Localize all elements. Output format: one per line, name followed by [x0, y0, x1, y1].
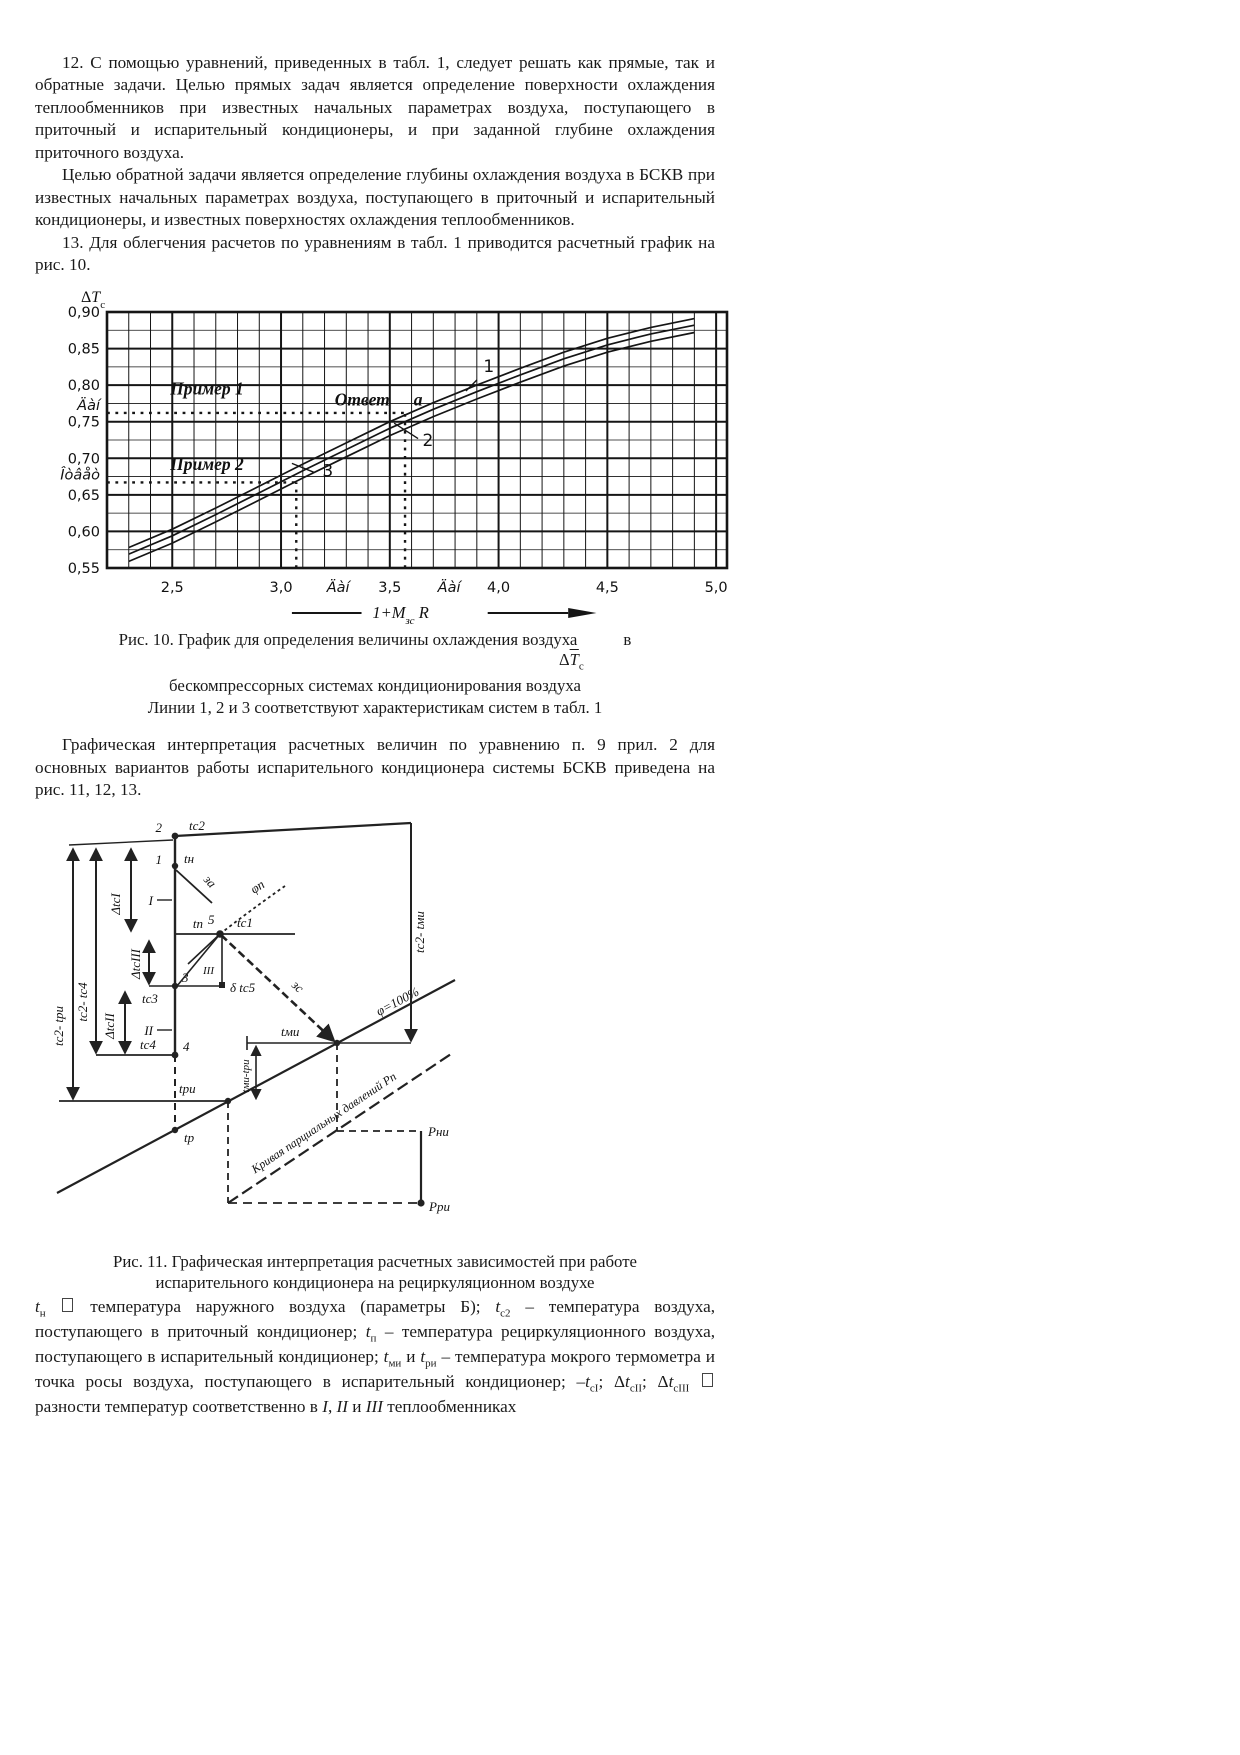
label-pni: Рни — [428, 1123, 449, 1139]
top-line — [175, 823, 411, 836]
svg-text:4,5: 4,5 — [595, 580, 619, 597]
svg-text:Пример 2: Пример 2 — [170, 454, 244, 475]
svg-text:0,90: 0,90 — [67, 305, 100, 322]
label-tmi: tми — [281, 1023, 300, 1039]
ray-short — [188, 934, 220, 964]
label-tc4: tс4 — [140, 1036, 156, 1052]
label-point2: 2 — [155, 819, 162, 835]
label-roman2: II — [144, 1022, 153, 1038]
partial-pressure-curve — [228, 1054, 451, 1203]
svg-text:Äàí: Äàí — [437, 580, 461, 597]
svg-text:0,65: 0,65 — [67, 488, 100, 505]
label-dtc3: ΔtсIII — [128, 948, 143, 979]
svg-text:Îòâåò: Îòâåò — [60, 467, 100, 484]
point-5-dot — [216, 930, 224, 938]
point-2-dot — [172, 832, 179, 839]
point-3-dot — [172, 982, 178, 988]
paragraph-graph-interp: Графическая интерпретация расчетных величин по уравнению п. 9 прил. 2 для основных вариантов работы испарительного кондиционера системы БСКВ приведена на рис. 11, 12, 13. — [35, 735, 715, 800]
fig11-caption-line1: Рис. 11. Графическая интерпретация расчетных зависимостей при работе — [112, 1251, 637, 1271]
text-column — [35, 52, 728, 1419]
fig11-caption-line2: испарительного кондиционера на рециркуляционном воздухе — [155, 1273, 595, 1293]
svg-text:3,0: 3,0 — [269, 580, 293, 597]
svg-text:0,75: 0,75 — [67, 415, 100, 432]
curve-labels — [292, 357, 494, 482]
svg-text:1+Mзс R: $1+M_{зс}$ R — [372, 603, 429, 628]
label-point1: 1 — [155, 851, 162, 867]
figure-10-caption — [35, 629, 715, 718]
paragraph-13: 13. Для облегчения расчетов по уравнениям в табл. 1 приводится расчетный график на рис. 10. — [35, 232, 715, 274]
label-tc1: tс1 — [237, 914, 253, 930]
label-za: за — [200, 871, 220, 891]
fig10-caption-v: в — [623, 630, 632, 650]
label-dtc5: δ tс5 — [230, 979, 256, 995]
fig11-caption-legend: $t_н$ температура наружного воздуха (параметры Б); $t_{с2}$ – температура воздуха, поступающего в приточный кондиционер; $t_п$ – температура рециркуляционного воздуха, поступающего в испарительный кондиционер; $t_{ми}$ и $t_{ри}$ – температура мокрого термометра и точка росы воздуха, поступающего в испарительный кондиционер; $-t_{сI}$; $\Delta t_{сII}$; $\Delta t_{сIII}$ разности температур соответственно в I, II и III теплообменниках — [35, 1296, 715, 1416]
svg-text:2,5: 2,5 — [160, 580, 184, 597]
missing-glyph-box — [62, 1298, 73, 1312]
label-phi100: φ=100% — [373, 983, 422, 1019]
label-zs: зс — [288, 976, 307, 996]
point-1-dot — [172, 862, 178, 868]
label-point5: 5 — [208, 911, 215, 927]
svg-text:0,55: 0,55 — [67, 561, 100, 578]
label-roman3: III — [203, 964, 214, 977]
cooling-chart — [57, 286, 739, 628]
paragraph-12: 12. С помощью уравнений, приведенных в табл. 1, следует решать как прямые, так и обратные задачи. Целью прямых задач является определение поверхности охлаждения теплообменников при известных начальных параметрах воздуха, поступающего в приточный и испарительный кондиционеры, и при заданной глубине охлаждения приточного воздуха. — [35, 53, 715, 162]
label-tr: tр — [184, 1129, 195, 1145]
label-dtc2: ΔtсII — [102, 1012, 117, 1039]
tmi-dot — [334, 1039, 340, 1045]
dtc5-square — [219, 982, 225, 988]
label-tn: tн — [184, 850, 195, 866]
svg-text:2: 2 — [422, 431, 434, 452]
svg-text:3,5: 3,5 — [378, 580, 402, 597]
svg-text:а: а — [413, 389, 423, 410]
fig10-caption-line3: Линии 1, 2 и 3 соответствуют характеристикам систем в табл. 1 — [147, 697, 603, 717]
paragraph-reverse-task: Целью обратной задачи является определение глубины охлаждения воздуха в БСКВ при известных начальных параметрах воздуха, поступающего в приточный и испарительный кондиционеры, и известных поверхностях охлаждения теплообменников. — [35, 165, 715, 230]
fig10-caption-line1: Рис. 10. График для определения величины охлаждения воздуха — [118, 630, 578, 650]
label-dim-tc2-tmi: tс2- tми — [412, 910, 427, 953]
fig10-caption-line2: бескомпрессорных системах кондиционирования воздуха — [169, 676, 581, 696]
x-axis-title — [292, 603, 597, 627]
tri-dot — [225, 1097, 231, 1103]
figure-10-chart — [57, 286, 728, 628]
svg-text:4,0: 4,0 — [487, 580, 511, 597]
label-point4: 4 — [183, 1038, 190, 1054]
svg-text:5,0: 5,0 — [704, 580, 728, 597]
svg-text:Äàí: Äàí — [326, 580, 350, 597]
label-roman1: I — [148, 892, 153, 908]
label-tc3: tс3 — [142, 990, 158, 1006]
svg-text:Ответ: Ответ — [334, 389, 390, 410]
y-axis-title: $\Delta T_с$ — [81, 289, 106, 312]
svg-text:0,70: 0,70 — [67, 451, 100, 468]
missing-glyph-box — [702, 1373, 713, 1387]
label-tri: tри — [179, 1080, 196, 1096]
svg-text:3: 3 — [322, 461, 334, 482]
pri-dot — [417, 1199, 424, 1206]
label-dim-tc2-tc4: tс2- tс4 — [75, 981, 90, 1022]
svg-text:0,80: 0,80 — [67, 378, 100, 395]
label-pri: Рри — [429, 1198, 450, 1214]
delta-t-formula: $\Delta\overline{T}_с$ — [559, 649, 584, 673]
psychrometric-sketch — [43, 814, 479, 1228]
label-dim-tc2-tri: tс2- tри — [51, 1005, 66, 1046]
label-tc2: tс2 — [189, 817, 205, 833]
label-dim-tmi-tri: tми-tри — [240, 1058, 252, 1093]
chart-annotations — [169, 379, 423, 474]
svg-text:0,60: 0,60 — [67, 524, 100, 541]
svg-text:Пример 1: Пример 1 — [170, 379, 244, 400]
figure-11-caption — [35, 1251, 715, 1419]
label-point3: 3 — [182, 969, 189, 985]
tr-dot — [172, 1126, 178, 1132]
svg-text:0,85: 0,85 — [67, 341, 100, 358]
top-connector — [69, 840, 173, 845]
figure-11-diagram — [43, 814, 715, 1233]
svg-text:Äàí: Äàí — [77, 398, 100, 415]
svg-text:1: 1 — [483, 357, 495, 378]
label-phi-p: φп — [247, 876, 268, 897]
point-4-dot — [172, 1051, 179, 1058]
label-tp: tп — [192, 915, 203, 931]
label-partial-curve: Кривая парциальных давлений Рп — [248, 1068, 399, 1176]
label-dtc1: ΔtсI — [108, 892, 123, 915]
